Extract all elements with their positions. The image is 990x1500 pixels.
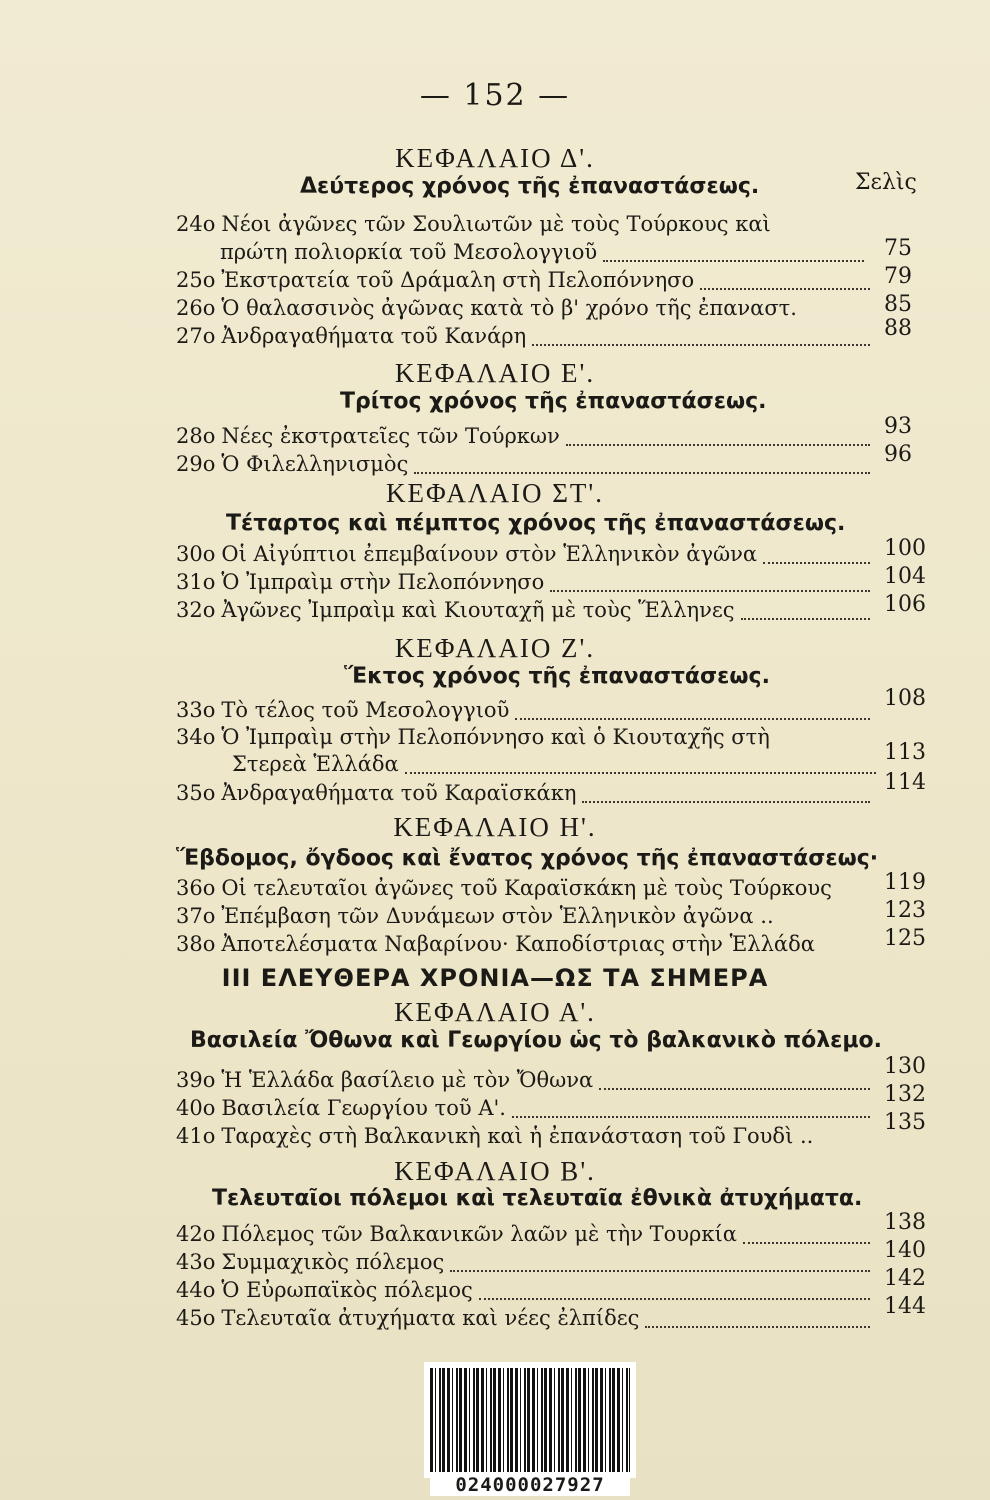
entry-number: 37ο [176,904,216,928]
toc-entry [176,1068,876,1098]
entry-number: 33ο [176,698,216,722]
entry-title: Ὁ Ἰμπραὶμ στὴν Πελοπόννησο [221,570,545,594]
entry-number: 29ο [176,452,216,476]
chapter-subtitle: Ἕκτος χρόνος τῆς ἐπαναστάσεως. [344,664,770,689]
chapter-heading: ΚΕΦΑΛΑΙΟ Ε'. [394,358,596,388]
entry-number: 34ο [176,725,216,749]
entry-title: Ὁ Εὐρωπαϊκὸς πόλεμος [221,1278,473,1302]
leader-dots [599,1088,870,1090]
barcode-bars [430,1368,630,1472]
entry-number: 36ο [176,876,216,900]
chapter-heading: ΚΕΦΑΛΑΙΟ Α'. [394,997,596,1027]
leader-dots [603,260,864,262]
leader-dots [515,718,870,720]
chapter-subtitle: Βασιλεία Ὄθωνα καὶ Γεωργίου ὡς τὸ βαλκανικὸ πόλεμο. [190,1028,883,1053]
entry-title: Συμμαχικὸς πόλεμος [221,1250,445,1274]
toc-entry [232,752,882,782]
entry-number: 24ο [176,212,216,236]
entry-title: Τὸ τέλος τοῦ Μεσολογγιοῦ [221,698,510,722]
page-number: — 152 — [419,78,571,113]
leader-dots [512,1116,870,1118]
entry-number: 35ο [176,781,216,805]
toc-entry [176,698,876,728]
leader-dots [566,444,870,446]
chapter-subtitle: Τελευταῖοι πόλεμοι καὶ τελευταῖα ἐθνικὰ ἀτυχήματα. [212,1186,863,1211]
toc-entry [176,1096,876,1126]
chapter-heading: ΚΕΦΑΛΑΙΟ Η'. [393,812,597,842]
chapter-subtitle: Ἕβδομος, ὄγδοος καὶ ἔνατος χρόνος τῆς ἐπαναστάσεως· [176,846,879,871]
entry-number: 44ο [176,1278,216,1302]
leader-dots [743,1242,870,1244]
toc-entry [176,904,866,934]
chapter-subtitle: Δεύτερος χρόνος τῆς ἐπαναστάσεως. [300,174,760,199]
entry-title: Ἀνδραγαθήματα τοῦ Κανάρη [221,324,527,348]
entry-page: 130 [884,1054,926,1079]
leader-dots [414,472,870,474]
entry-title: πρώτη πολιορκία τοῦ Μεσολογγιοῦ [220,240,598,264]
chapter-subtitle: Τέταρτος καὶ πέμπτος χρόνος τῆς ἐπαναστάσεως. [226,511,846,536]
entry-number: 32ο [176,598,216,622]
leader-dots [532,344,870,346]
entry-title: Ἐπέμβαση τῶν Δυνάμεων στὸν Ἑλληνικὸν ἀγῶνα .. [221,904,774,928]
barcode-number: 024000027927 [430,1474,630,1496]
page-column-label: Σελὶς [855,170,917,195]
leader-dots [763,562,870,564]
entry-title: Νέες ἐκστρατεῖες τῶν Τούρκων [221,424,560,448]
entry-number: 28ο [176,424,216,448]
entry-title: Βασιλεία Γεωργίου τοῦ Α'. [221,1096,506,1120]
part-heading: III ΕΛΕΥΘΕΡΑ ΧΡΟΝΙΑ—ΩΣ ΤΑ ΣΗΜΕΡΑ [221,964,769,992]
entry-title: Ὁ Φιλελληνισμὸς [221,452,409,476]
entry-number: 42ο [176,1222,216,1246]
leader-dots [479,1298,870,1300]
entry-number: 27ο [176,324,216,348]
toc-entry [220,240,870,270]
entry-title: Πόλεμος τῶν Βαλκανικῶν λαῶν μὲ τὴν Τουρκία [221,1222,737,1246]
entry-page: 75 [884,236,912,261]
toc-entry [176,1278,876,1308]
entry-title: Οἱ τελευταῖοι ἀγῶνες τοῦ Καραϊσκάκη μὲ τοὺς Τούρκους [221,876,832,900]
entry-number: 30ο [176,542,216,566]
toc-entry [176,1222,876,1252]
entry-title: Στερεὰ Ἑλλάδα [232,752,399,776]
entry-number: 41ο [176,1124,216,1148]
leader-dots [405,772,876,774]
entry-title: Τελευταῖα ἀτυχήματα καὶ νέες ἐλπίδες [221,1306,640,1330]
toc-entry [176,1124,866,1154]
entry-number: 40ο [176,1096,216,1120]
toc-entry [176,424,876,454]
entry-number: 38ο [176,932,216,956]
entry-page: 106 [884,592,926,617]
entry-title: Ταραχὲς στὴ Βαλκανικὴ καὶ ἡ ἐπανάσταση τοῦ Γουδὶ .. [221,1124,814,1148]
entry-page: 138 [884,1210,926,1235]
toc-entry [176,932,866,962]
leader-dots [550,590,870,592]
entry-title: Οἱ Αἰγύπτιοι ἐπεμβαίνουν στὸν Ἑλληνικὸν ἀγῶνα [221,542,758,566]
toc-entry [176,570,876,600]
entry-number: 39ο [176,1068,216,1092]
entry-number: 43ο [176,1250,216,1274]
entry-number: 26ο [176,296,216,320]
entry-page: 132 [884,1082,926,1107]
entry-title: Νέοι ἀγῶνες τῶν Σουλιωτῶν μὲ τοὺς Τούρκους καὶ [221,212,771,236]
entry-title: Ἡ Ἑλλάδα βασίλειο μὲ τὸν Ὄθωνα [221,1068,594,1092]
entry-page: 144 [884,1294,926,1319]
entry-title: Ὁ θαλασσινὸς ἀγῶνας κατὰ τὸ β' χρόνο τῆς ἐπαναστ. [221,296,797,320]
entry-title: Ἀνδραγαθήματα τοῦ Καραϊσκάκη [221,781,577,805]
entry-title: Ἀποτελέσματα Ναβαρίνου· Καποδίστριας στὴν Ἑλλάδα [221,932,815,956]
toc-entry [176,296,876,326]
entry-page: 100 [884,536,926,561]
entry-page: 96 [884,442,912,467]
chapter-heading: ΚΕΦΑΛΑΙΟ Ζ'. [394,633,596,663]
toc-entry [176,1306,876,1336]
toc-entry [176,598,876,628]
chapter-subtitle: Τρίτος χρόνος τῆς ἐπαναστάσεως. [340,389,767,414]
entry-page: 93 [884,414,912,439]
toc-entry [176,542,876,572]
leader-dots [700,288,870,290]
entry-page: 113 [884,740,926,765]
entry-page: 135 [884,1110,926,1135]
chapter-heading: ΚΕΦΑΛΑΙΟ Β'. [394,1156,596,1186]
entry-page: 88 [884,316,912,341]
chapter-heading: ΚΕΦΑΛΑΙΟ ΣΤ'. [385,478,605,508]
entry-number: 45ο [176,1306,216,1330]
leader-dots [450,1270,870,1272]
toc-entry [176,268,876,298]
toc-entry [176,725,876,755]
entry-number: 25ο [176,268,216,292]
entry-page: 104 [884,564,926,589]
entry-page: 85 [884,292,912,317]
entry-title: Ἐκστρατεία τοῦ Δράμαλη στὴ Πελοπόννησο [221,268,695,292]
entry-title: Ὁ Ἰμπραὶμ στὴν Πελοπόννησο καὶ ὁ Κιουταχῆς στὴ [221,725,770,749]
entry-page: 114 [884,770,926,795]
entry-page: 119 [884,870,926,895]
toc-entry [176,1250,876,1280]
leader-dots [645,1326,870,1328]
chapter-heading: ΚΕΦΑΛΑΙΟ Δ'. [395,143,595,173]
entry-page: 140 [884,1238,926,1263]
entry-page: 125 [884,926,926,951]
toc-entry [176,212,876,242]
toc-entry [176,324,876,354]
entry-number: 31ο [176,570,216,594]
entry-page: 142 [884,1266,926,1291]
toc-entry [176,781,876,811]
leader-dots [741,618,871,620]
toc-entry [176,876,866,906]
entry-page: 79 [884,264,912,289]
entry-page: 108 [884,686,926,711]
entry-page: 123 [884,898,926,923]
library-barcode [430,1368,630,1496]
entry-title: Ἀγῶνες Ἰμπραὶμ καὶ Κιουταχῆ μὲ τοὺς Ἕλληνες [221,598,735,622]
leader-dots [582,801,870,803]
